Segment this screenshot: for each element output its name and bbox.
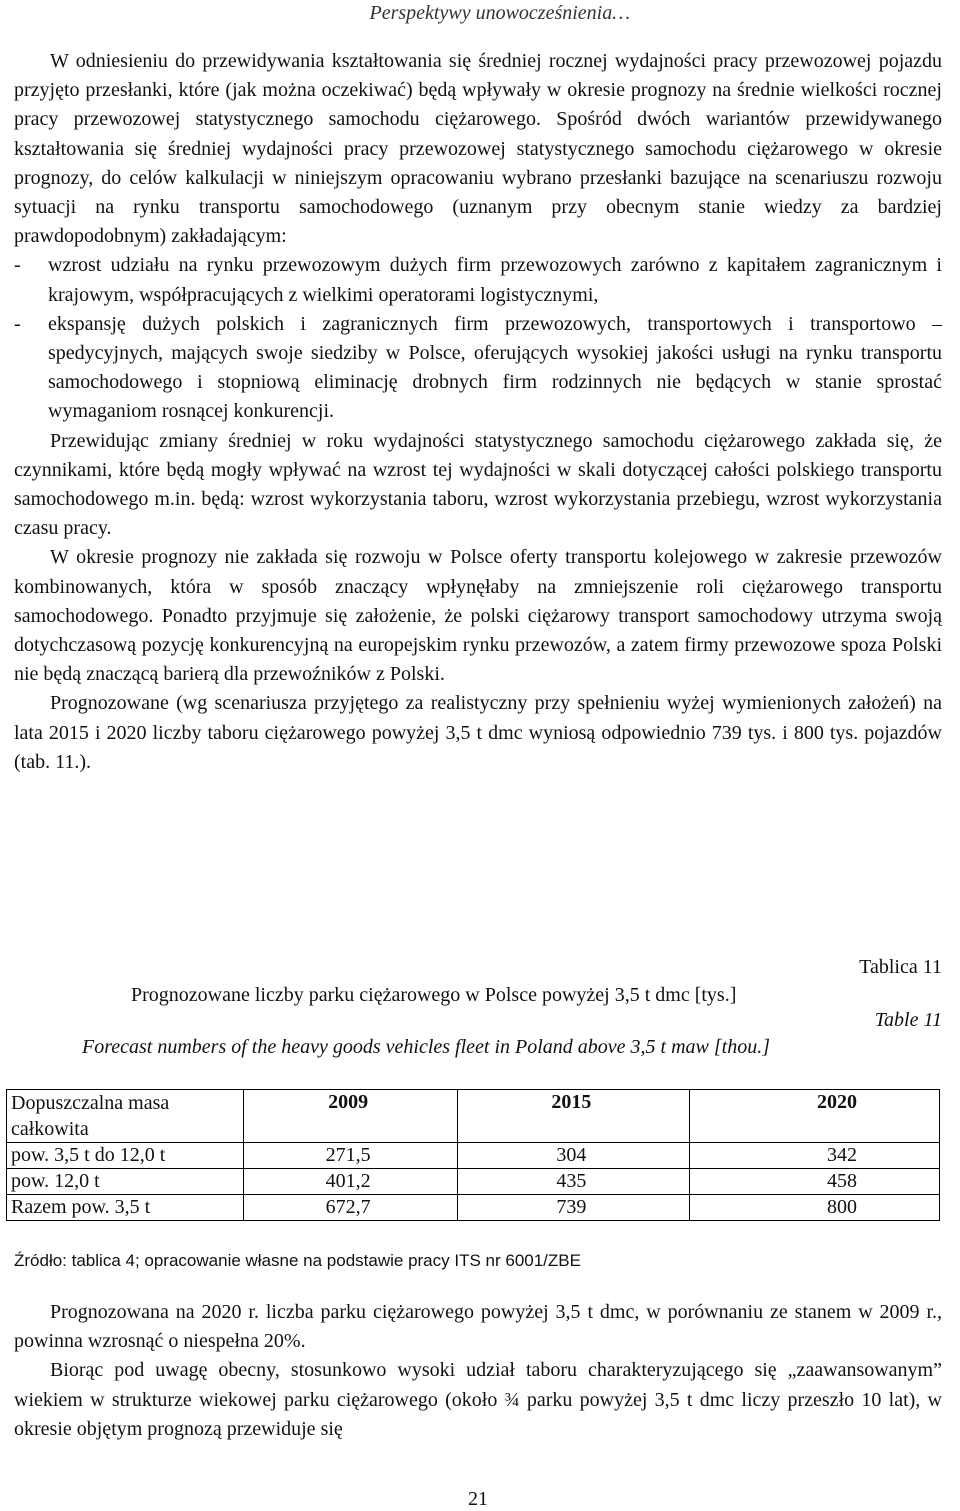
bullet-dash: - bbox=[14, 312, 21, 335]
paragraph: Przewidując zmiany średniej w roku wydajności statystycznego samochodu ciężarowego zakłada się, że czynnikami, które będą mogły wpływać na wzrost tej wydajności w skali dotyczącej całości polskiego transportu samochodowego m.in. będą: wzrost wykorzystania taboru, wzrost wykorzystania przebiegu, wzrost wykorzystania czasu pracy. bbox=[14, 429, 942, 540]
table-cell: 304 bbox=[457, 1143, 690, 1169]
table-label-pl: Tablica 11 bbox=[859, 956, 942, 978]
table-row bbox=[7, 1169, 940, 1195]
bullet-item bbox=[14, 251, 942, 309]
bullet-text: ekspansję dużych polskich i zagranicznych firm przewozowych, transportowych i transportowo – spedycyjnych, mających swoje siedziby w Polsce, oferujących wysokiej jakości usługi na rynku transportu samochodowego i stopniową eliminację drobnych firm rodzinnych nie będących w stanie sprostać wymaganiom rosnącej konkurencji. bbox=[48, 312, 942, 423]
table-cell: 401,2 bbox=[243, 1169, 457, 1195]
paragraph: W okresie prognozy nie zakłada się rozwoju w Polsce oferty transportu kolejowego w zakresie przewozów kombinowanych, która w sposób znaczący wpłynęłaby na zmniejszenie roli ciężarowego transportu samochodowego. Ponadto przyjmuje się założenie, że polski ciężarowy transport samochodowy utrzyma swoją dotychczasową pozycję konkurencyjną na europejskim rynku przewozów, a zatem firmy przewozowe spoza Polski nie będą znaczącą barierą dla przewoźników z Polski. bbox=[14, 546, 942, 686]
table-cell: 271,5 bbox=[243, 1143, 457, 1169]
paragraph: Biorąc pod uwagę obecny, stosunkowo wysoki udział taboru charakteryzującego się „zaawansowanym” wiekiem w strukturze wiekowej parku ciężarowego (około ¾ parku powyżej 3,5 t dmc liczy przeszło 10 lat), w okresie objętym prognozą przewiduje się bbox=[14, 1359, 942, 1440]
table-cell: 342 bbox=[690, 1143, 940, 1169]
table-cell: Razem pow. 3,5 t bbox=[7, 1195, 244, 1221]
table-header-cell: 2015 bbox=[457, 1090, 690, 1143]
paragraph: Prognozowana na 2020 r. liczba parku ciężarowego powyżej 3,5 t dmc, w porównaniu ze stanem w 2009 r., powinna wzrosnąć o niespełna 20%. bbox=[14, 1301, 942, 1353]
table-cell: 800 bbox=[690, 1195, 940, 1221]
table-cell: 458 bbox=[690, 1169, 940, 1195]
table-title-en: Forecast numbers of the heavy goods vehicles fleet in Poland above 3,5 t maw [thou.] bbox=[82, 1036, 771, 1058]
table-cell: 672,7 bbox=[243, 1195, 457, 1221]
table-header-cell: Dopuszczalna masa całkowita bbox=[7, 1090, 244, 1143]
page-number: 21 bbox=[468, 1488, 488, 1510]
table-row bbox=[7, 1195, 940, 1221]
bullet-dash: - bbox=[14, 254, 21, 277]
table-cell: pow. 3,5 t do 12,0 t bbox=[7, 1143, 244, 1169]
paragraph: W odniesieniu do przewidywania kształtowania się średniej rocznej wydajności pracy przewozowej pojazdu przyjęto przesłanki, które (jak można oczekiwać) będą wpływały w okresie prognozy na średnie wielkości rocznej pracy przewozowej statystycznego samochodu ciężarowego. Spośród dwóch wariantów przewidywanego kształtowania się średniej wydajności pracy przewozowej statystycznego samochodu ciężarowego w okresie prognozy, do celów kalkulacji w niniejszym opracowaniu wybrano przesłanki bazujące na scenariuszu rozwoju sytuacji na rynku transportu samochodowego (uznanym przy obecnym stanie wiedzy za bardziej prawdopodobnym) zakładającym: bbox=[14, 50, 942, 248]
forecast-table bbox=[6, 1089, 940, 1221]
bullet-text: wzrost udziału na rynku przewozowym dużych firm przewozowych zarówno z kapitałem zagranicznym i krajowym, współpracujących z wielkimi operatorami logistycznymi, bbox=[48, 254, 942, 306]
table-row bbox=[7, 1143, 940, 1169]
table-cell: 435 bbox=[457, 1169, 690, 1195]
running-header: Perspektywy unowocześnienia… bbox=[369, 2, 630, 24]
table-cell: pow. 12,0 t bbox=[7, 1169, 244, 1195]
table-source: Źródło: tablica 4; opracowanie własne na podstawie pracy ITS nr 6001/ZBE bbox=[14, 1251, 581, 1270]
table-header-cell: 2009 bbox=[243, 1090, 457, 1143]
table-cell: 739 bbox=[457, 1195, 690, 1221]
table-header-row bbox=[7, 1090, 940, 1143]
bullet-item bbox=[14, 310, 942, 427]
table-title-pl: Prognozowane liczby parku ciężarowego w Polsce powyżej 3,5 t dmc [tys.] bbox=[131, 984, 737, 1006]
table-label-en: Table 11 bbox=[874, 1009, 942, 1031]
main-text-continued bbox=[14, 1298, 942, 1444]
table-header-cell: 2020 bbox=[690, 1090, 940, 1143]
main-text bbox=[14, 47, 942, 777]
paragraph: Prognozowane (wg scenariusza przyjętego za realistyczny przy spełnieniu wyżej wymienionych założeń) na lata 2015 i 2020 liczby taboru ciężarowego powyżej 3,5 t dmc wyniosą odpowiednio 739 tys. i 800 tys. pojazdów (tab. 11.). bbox=[14, 692, 942, 773]
